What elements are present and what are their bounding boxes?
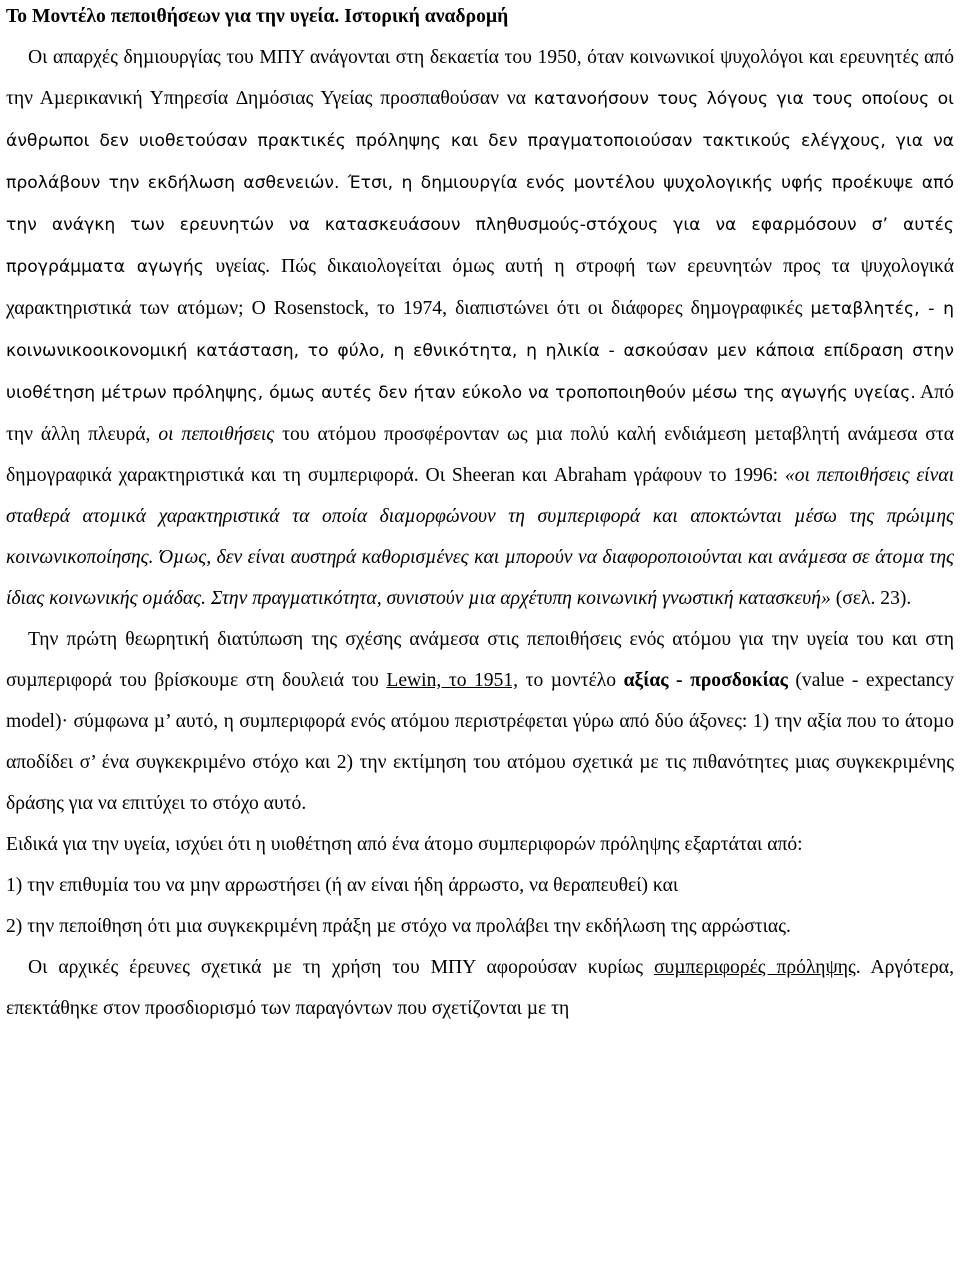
prevention-behaviours-link[interactable]: συµπεριφορές πρόληψης	[653, 957, 856, 978]
paragraph-history-part-c: υγείας. Πώς δικαιολογείται όµως αυτή η στροφή των ερευνητών προς τα ψυχολογικά χαρακτηριστικά των ατόµων; Ο Rosenstock, το 1974, διαπιστώνει ότι οι διάφορες δηµογραφικές	[6, 256, 954, 319]
list-item: 1) την επιθυµία του να µην αρρωστήσει (ή αν είναι ήδη άρρωστο, να θεραπευθεί) και	[6, 875, 679, 896]
paragraph-early-research	[6, 947, 954, 1029]
heading-line	[6, 0, 954, 37]
paragraph-history-part-a: Οι απαρχές δηµιουργίας του ΜΠΥ ανάγονται στη δεκαετία του 1950, όταν κοινωνικοί ψυχολόγοι και ερευνητές από την Αµερικανική Υπηρεσία ∆ηµόσιας Υγείας προσπαθούσαν να	[6, 47, 954, 109]
paragraph-value-part-d: · σύµφωνα µ’ αυτό, η συµπεριφορά ενός ατόµου περιστρέφεται γύρω από δύο άξονες: 1) την αξία που το άτοµο αποδίδει σ’ ένα συγκεκριµένο στόχο και 2) την εκτίµηση του ατόµου σχετικά µε τις πιθανότητες µιας συγκεκριµένης δράσης για να επιτύχει το στόχο αυτό.	[6, 711, 954, 814]
model-name-english: (value - expectancy model)	[6, 670, 954, 732]
citation-page: (σελ. 23).	[830, 588, 912, 609]
paragraph-history-part-f: του ατόµου προσφέρονταν ως µια πολύ καλή ενδιάµεση µεταβλητή ανάµεσα στα δηµογραφικά χαρακτηριστικά και τη συµπεριφορά. Οι Sheeran και Abraham γράφουν το 1996:	[6, 424, 955, 486]
paragraph-history	[6, 37, 954, 619]
paragraph-health-specific: Ειδικά για την υγεία, ισχύει ότι η υιοθέτηση από ένα άτοµο συµπεριφορών πρόληψης εξαρτάται από:	[6, 834, 803, 855]
paragraph-history-part-b: κατανοήσουν τους λόγους για τους οποίους οι άνθρωποι δεν υιοθετούσαν πρακτικές πρόληψης και δεν πραγµατοποιούσαν τακτικούς ελέγχους, για να προλάβουν την εκδήλωση ασθενειών. Έτσι, η δηµιουργία ενός µοντέλου ψυχολογικής υφής προέκυψε από την ανάγκη των ερευνητών να κατασκευάσουν πληθυσµούς-στόχους για να εφαρµόσουν σ’ αυτές προγράµµατα αγωγής	[6, 89, 954, 277]
list-item: 2) την πεποίθηση ότι µια συγκεκριµένη πράξη µε στόχο να προλάβει την εκδήλωση της αρρώστιας.	[6, 916, 791, 937]
emphasis-beliefs: οι πεποιθήσεις	[158, 424, 275, 445]
quote-sheeran-abraham: «οι πεποιθήσεις είναι σταθερά ατοµικά χαρακτηριστικά τα οποία διαµορφώνουν τη συµπεριφορά και αποκτώνται µέσω της πρώιµης κοινωνικοποίησης. Όµως, δεν είναι αυστηρά καθορισµένες και µπορούν να διαφοροποιούνται και ανάµεσα σε άτοµα της ίδιας κοινωνικής οµάδας. Στην πραγµατικότητα, συνιστούν µια αρχέτυπη κοινωνική γνωστική κατασκευή»	[6, 465, 955, 609]
paragraph-early-part-a: Οι αρχικές έρευνες σχετικά µε τη χρήση του ΜΠΥ αφορούσαν κυρίως	[28, 957, 654, 978]
document-title: Το Μοντέλο πεποιθήσεων για την υγεία. Ιστορική αναδροµή	[6, 6, 509, 27]
paragraph-value-expectancy	[6, 619, 954, 824]
paragraph-early-part-b: . Αργότερα, επεκτάθηκε στον προσδιορισµό των παραγόντων που σχετίζονται µε τη	[6, 957, 954, 1019]
lewin-reference-link[interactable]: Lewin, το 1951,	[386, 670, 519, 691]
model-name-bold: αξίας - προσδοκίας	[623, 670, 788, 691]
paragraph-history-part-e: Από την άλλη πλευρά,	[6, 382, 954, 445]
paragraph-value-part-b: το µοντέλο	[518, 670, 624, 691]
paragraph-value-part-a: Την πρώτη θεωρητική διατύπωση της σχέσης ανάµεσα στις πεποιθήσεις ενός ατόµου για την υγεία του και στη συµπεριφορά του βρίσκουµε στη δουλειά του	[6, 629, 954, 691]
paragraph-history-part-d: µεταβλητές, - η κοινωνικοοικονοµική κατάσταση, το φύλο, η εθνικότητα, η ηλικία - ασκούσαν µεν κάποια επίδραση στην υιοθέτηση µέτρων πρόληψης, όµως αυτές δεν ήταν εύκολο να τροποποιηθούν µέσω της αγωγής υγείας.	[6, 299, 955, 403]
